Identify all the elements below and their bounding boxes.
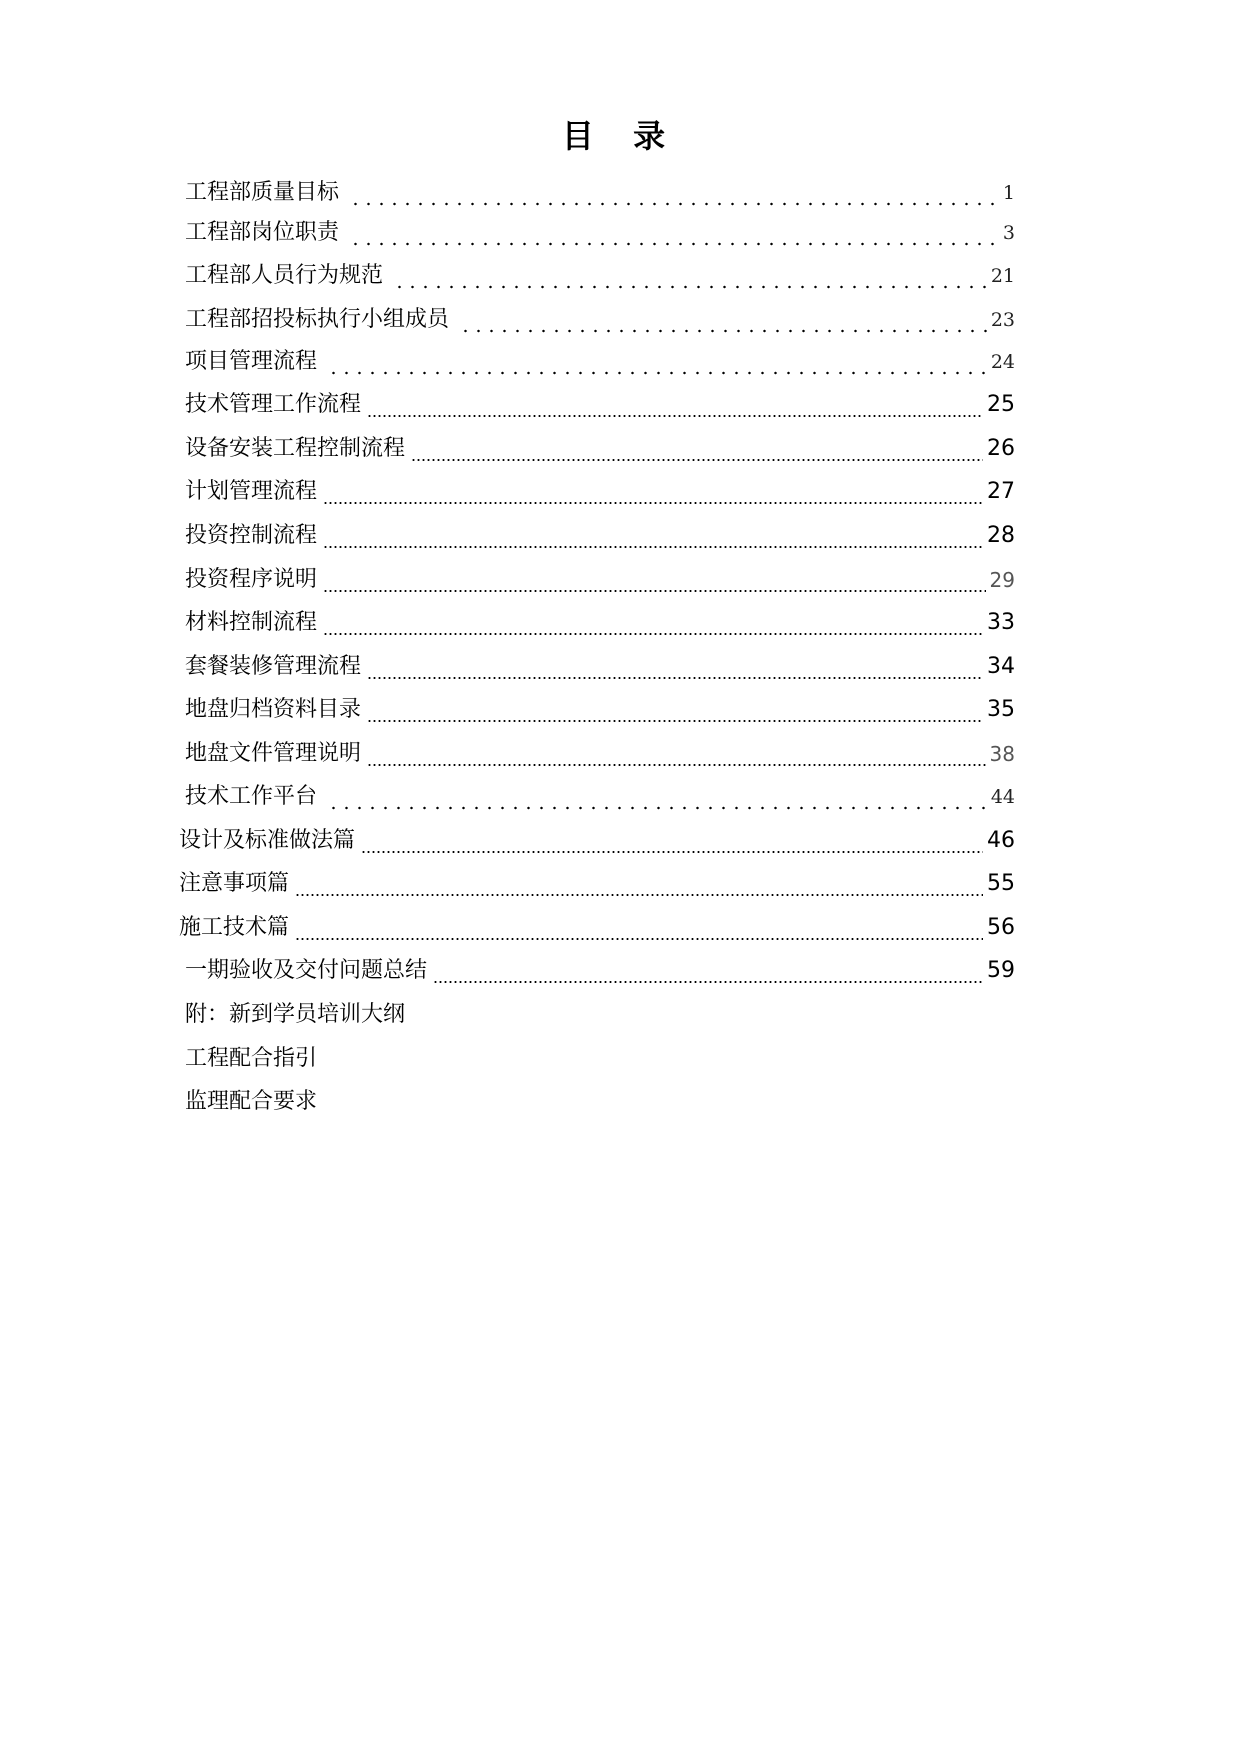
dot-leader xyxy=(367,649,983,685)
toc-entry-page: 56 xyxy=(987,915,1015,940)
toc-entry-label: 注意事项篇 xyxy=(179,871,290,896)
dot-leader xyxy=(323,474,983,510)
toc-title: 目 录 xyxy=(561,117,680,155)
toc-entry[interactable] xyxy=(185,474,1015,510)
toc-entry[interactable] xyxy=(185,518,1015,554)
toc-entry-label: 工程部人员行为规范 xyxy=(185,263,384,288)
dot-leader xyxy=(367,692,983,728)
toc-entry[interactable] xyxy=(185,605,1015,641)
toc-entry[interactable] xyxy=(185,779,1015,815)
toc-entry-label: 设计及标准做法篇 xyxy=(179,828,356,853)
toc-entry-page: 23 xyxy=(990,309,1015,331)
toc-appendix-entry[interactable] xyxy=(185,1041,685,1077)
toc-entry-label: 技术管理工作流程 xyxy=(185,392,362,417)
toc-entry-page: 25 xyxy=(987,392,1015,417)
toc-entry[interactable] xyxy=(185,736,1015,772)
toc-entry[interactable] xyxy=(185,649,1015,685)
toc-entry-label: 项目管理流程 xyxy=(185,349,318,374)
toc-entry-label: 材料控制流程 xyxy=(185,610,318,635)
toc-entry-page: 33 xyxy=(987,610,1015,635)
toc-entry[interactable] xyxy=(185,562,1015,598)
toc-entry-label: 工程部质量目标 xyxy=(185,180,340,205)
toc-appendix-entry[interactable] xyxy=(185,1084,685,1120)
toc-entry-page: 29 xyxy=(989,568,1015,592)
toc-entry[interactable] xyxy=(185,431,1015,467)
toc-entry-page: 28 xyxy=(987,523,1015,548)
toc-entry-page: 38 xyxy=(989,742,1015,766)
dot-leader xyxy=(367,736,986,772)
dot-leader xyxy=(327,344,987,380)
toc-entry[interactable] xyxy=(185,302,1015,338)
toc-entry[interactable] xyxy=(185,387,1015,423)
toc-entry-page: 34 xyxy=(987,654,1015,679)
toc-entry[interactable] xyxy=(185,215,1015,251)
toc-entry-page: 59 xyxy=(987,958,1015,983)
toc-entry-page: 27 xyxy=(987,479,1015,504)
dot-leader xyxy=(393,258,987,294)
toc-entry-label: 地盘归档资料目录 xyxy=(185,697,362,722)
toc-entry-label: 工程部岗位职责 xyxy=(185,220,340,245)
dot-leader xyxy=(295,910,983,946)
toc-entry[interactable] xyxy=(185,953,1015,989)
toc-entry-label: 附：新到学员培训大纲 xyxy=(185,1002,406,1027)
dot-leader xyxy=(459,302,987,338)
toc-entry-label: 监理配合要求 xyxy=(185,1089,318,1114)
dot-leader xyxy=(367,387,983,423)
toc-entry-page: 35 xyxy=(987,697,1015,722)
toc-entry-page: 1 xyxy=(1002,182,1015,204)
toc-entry-page: 55 xyxy=(987,871,1015,896)
toc-entry-label: 技术工作平台 xyxy=(185,784,318,809)
dot-leader xyxy=(323,518,983,554)
toc-entry-label: 施工技术篇 xyxy=(179,915,290,940)
toc-entry-page: 21 xyxy=(990,265,1015,287)
dot-leader xyxy=(349,175,999,211)
toc-entry-label: 一期验收及交付问题总结 xyxy=(185,958,428,983)
toc-entry-page: 46 xyxy=(987,828,1015,853)
toc-entry-label: 投资控制流程 xyxy=(185,523,318,548)
toc-entry-page: 44 xyxy=(990,786,1015,808)
toc-entry[interactable] xyxy=(179,910,1015,946)
dot-leader xyxy=(411,431,983,467)
dot-leader xyxy=(361,823,983,859)
toc-entry-page: 3 xyxy=(1002,222,1015,244)
toc-entry[interactable] xyxy=(185,258,1015,294)
toc-entry-label: 计划管理流程 xyxy=(185,479,318,504)
dot-leader xyxy=(323,562,986,598)
toc-entry-label: 套餐装修管理流程 xyxy=(185,654,362,679)
toc-entry[interactable] xyxy=(185,175,1015,211)
dot-leader xyxy=(327,779,987,815)
toc-entry-page: 24 xyxy=(990,351,1015,373)
toc-entry-label: 投资程序说明 xyxy=(185,567,318,592)
dot-leader xyxy=(295,866,983,902)
toc-entry[interactable] xyxy=(185,692,1015,728)
toc-entry-label: 设备安装工程控制流程 xyxy=(185,436,406,461)
toc-entry-label: 工程配合指引 xyxy=(185,1046,318,1071)
toc-entry-label: 工程部招投标执行小组成员 xyxy=(185,307,450,332)
toc-entry[interactable] xyxy=(179,823,1015,859)
toc-entry[interactable] xyxy=(179,866,1015,902)
toc-appendix-entry[interactable] xyxy=(185,997,685,1033)
toc-entry-page: 26 xyxy=(987,436,1015,461)
dot-leader xyxy=(433,953,983,989)
dot-leader xyxy=(323,605,983,641)
toc-entry-label: 地盘文件管理说明 xyxy=(185,741,362,766)
toc-entry[interactable] xyxy=(185,344,1015,380)
dot-leader xyxy=(349,215,999,251)
